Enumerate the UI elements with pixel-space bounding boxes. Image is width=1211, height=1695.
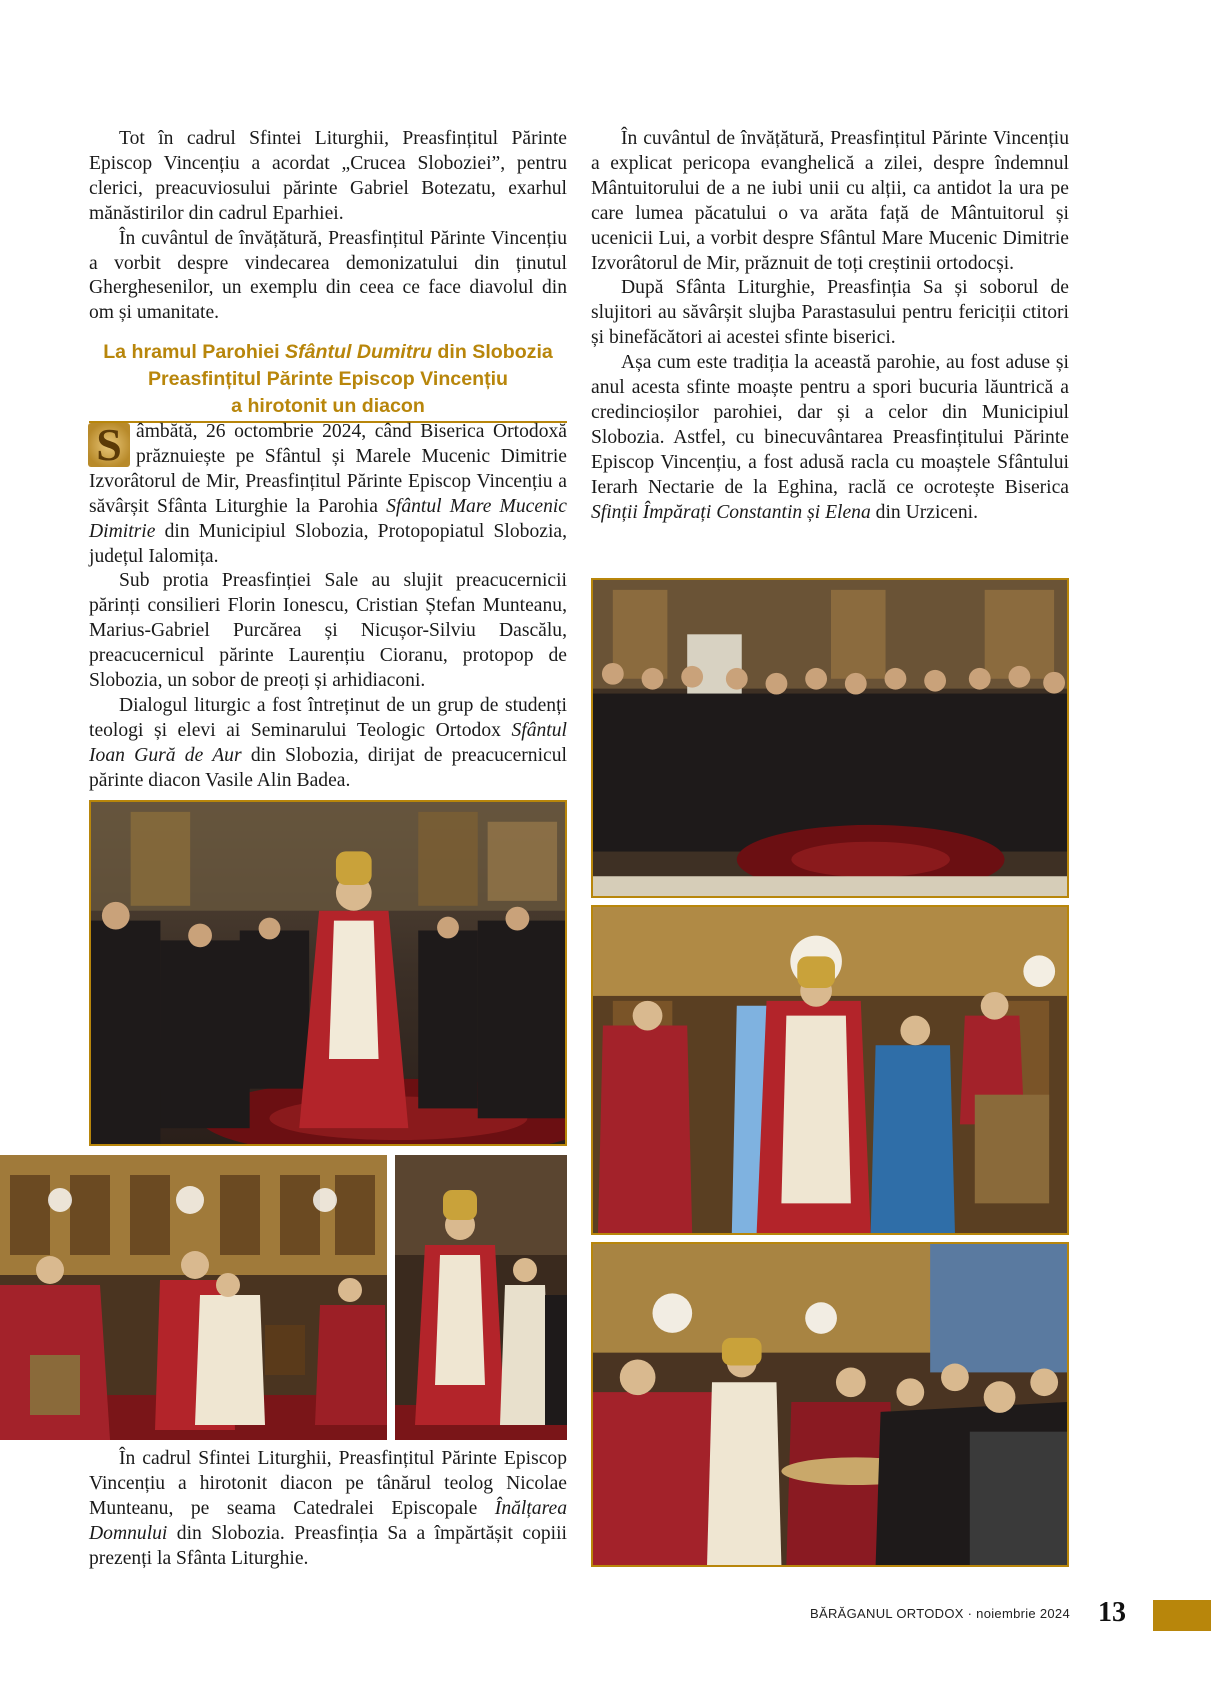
article-body-left bbox=[89, 420, 567, 794]
heading-line-1: La hramul Parohiei Sfântul Dumitru din Slobozia bbox=[103, 341, 553, 363]
dropcap-letter: S bbox=[88, 423, 130, 467]
photo-bishop-standing bbox=[395, 1155, 567, 1440]
photo-relics-blessing bbox=[591, 1242, 1069, 1567]
photo-clergy-iconostasis bbox=[591, 905, 1069, 1235]
paragraph-relics: Așa cum este tradiția la această parohie, au fost aduse și anul acesta sfinte moaște pentru a spori bucuria lăuntrică a credincioșilor parohiei, dar și a celor din Municipiul Slobozia. Astfel, cu binecuvântarea Preasfințitului Părinte Episcop Vincențiu, a fost adusă racla cu moaștele Sfântului Ierarh Nectarie de la Eghina, raclă ce ocrotește Biserica Sfinții Împărați Constantin și Elena din Urziceni. bbox=[591, 352, 1069, 523]
photo-congregation-standing bbox=[591, 578, 1069, 898]
article-heading bbox=[89, 339, 567, 423]
paragraph-sermon-gerasenes: În cuvântul de învățătură, Preasfințitul Părinte Vincențiu a vorbit despre vindecarea demonizatului din ținutul Gherghesenilor, un exemplu din ceea ce face diavolul din om și umanitate. bbox=[89, 227, 567, 324]
paragraph-clergy: Sub protia Preasfinției Sale au slujit preacucernicii părinți consilieri Florin Ionescu, Cristian Ștefan Munteanu, Marius-Gabriel Purcărea și Nicușor-Silviu Dascălu, preacucernicul părinte Laurențiu Cioranu, protopop de Slobozia, un sobor de preoți și arhidiaconi. bbox=[89, 570, 567, 692]
heading-line-2: Preasfințitul Părinte Episcop Vincențiu bbox=[147, 368, 509, 390]
photo-bishop-congregation bbox=[89, 800, 567, 1146]
footer-accent-bar bbox=[1153, 1600, 1211, 1631]
article-body-left-bottom bbox=[89, 1447, 567, 1572]
photo-altar-clergy bbox=[0, 1155, 387, 1440]
heading-line-3: a hirotonit un diacon bbox=[231, 395, 425, 417]
left-column-top bbox=[89, 127, 567, 326]
paragraph-ordination: În cadrul Sfintei Liturghii, Preasfințitul Părinte Episcop Vincențiu a hirotonit diacon pe tânărul teolog Nicolae Munteanu, pe seama Catedralei Episcopale Înălțarea Domnului din Slobozia. Preasfinția Sa a împărtășit copiii prezenți la Sfânta Liturghie. bbox=[89, 1448, 567, 1569]
paragraph-memorial-service: După Sfânta Liturghie, Preasfinția Sa și soborul de slujitori au săvârșit slujba Parastasului pentru fericiții ctitori și binefăcători ai acestei sfinte biserici. bbox=[591, 277, 1069, 349]
paragraph-sermon-gospel: În cuvântul de învățătură, Preasfințitul Părinte Vincențiu a explicat pericopa evanghelică a zilei, despre îndemnul Mântuitorului de a ne iubi unii cu alții, ca antidot la ura pe care lumea păcatului o va arăta față de Mântuitorul și ucenicii Lui, a vorbit despre Sfântul Mare Mucenic Dimitrie Izvorâtorul de Mir, prăznuit de toți creștinii ortodocși. bbox=[591, 128, 1069, 274]
right-column-text bbox=[591, 127, 1069, 526]
paragraph-liturgy-date: S âmbătă, 26 octombrie 2024, când Biserica Ortodoxă prăznuiește pe Sfântul și Marele Mucenic Dimitrie Izvorâtorul de Mir, Preasfințitul Părinte Episcop Vincențiu a săvârșit Sfânta Liturghie la Parohia Sfântul Mare Mucenic Dimitrie din Municipiul Slobozia, Protopopiatul Slobozia, județul Ialomița. bbox=[89, 419, 568, 567]
paragraph-choir: Dialogul liturgic a fost întreținut de un grup de studenți teologi și elevi ai Seminarului Teologic Ortodox Sfântul Ioan Gură de Aur din Slobozia, dirijat de preacucernicul părinte diacon Vasile Alin Badea. bbox=[89, 694, 567, 791]
page-number: 13 bbox=[1098, 1597, 1126, 1628]
paragraph-cross-award: Tot în cadrul Sfintei Liturghii, Preasfințitul Părinte Episcop Vincențiu a acordat „Crucea Sloboziei”, pentru clerici, preacuviosului părinte Gabriel Botezatu, exarhul mănăstirilor din cadrul Eparhiei. bbox=[89, 128, 567, 224]
footer-publication: BĂRĂGANUL ORTODOX · noiembrie 2024 bbox=[810, 1606, 1070, 1621]
